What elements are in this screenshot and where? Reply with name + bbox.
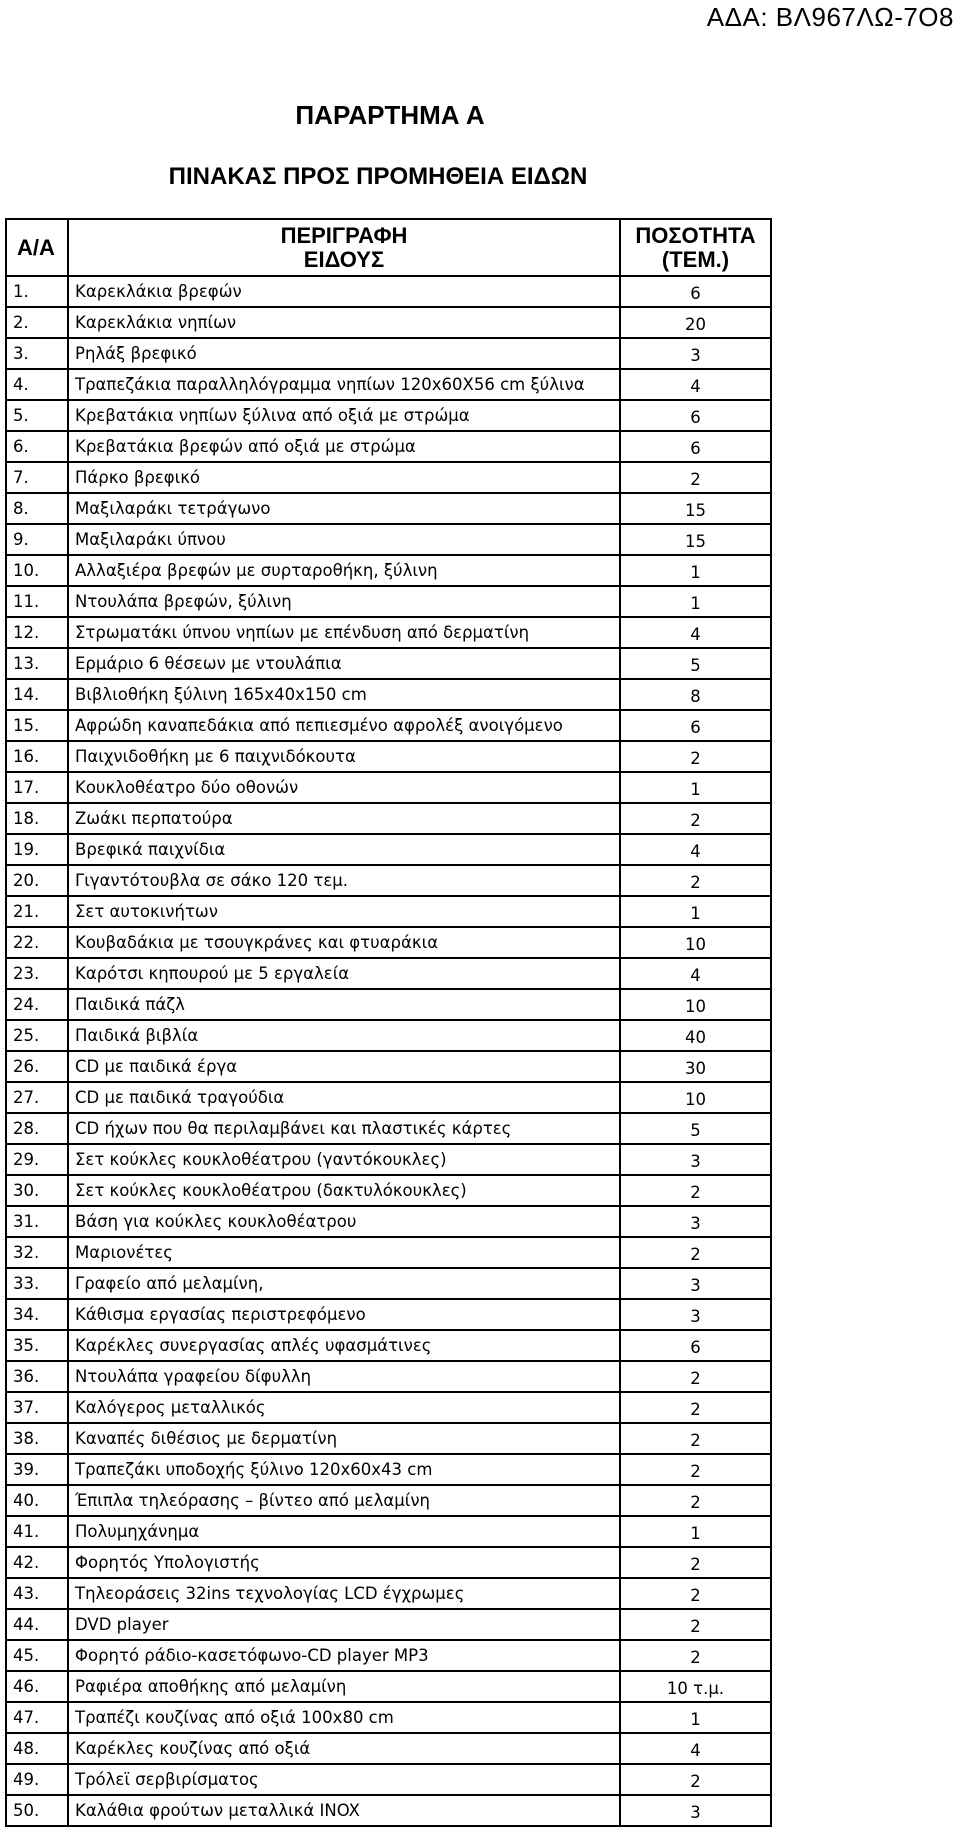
row-quantity: 10 τ.μ. xyxy=(620,1671,771,1702)
row-quantity: 2 xyxy=(620,1578,771,1609)
row-quantity: 1 xyxy=(620,1702,771,1733)
row-description: Φορητός Υπολογιστής xyxy=(68,1547,620,1578)
row-description: Μαριονέτες xyxy=(68,1237,620,1268)
row-description: Παιδικά πάζλ xyxy=(68,989,620,1020)
row-number: 18. xyxy=(6,803,68,834)
row-description: Καρέκλες κουζίνας από οξιά xyxy=(68,1733,620,1764)
table-row xyxy=(6,896,771,927)
row-number: 25. xyxy=(6,1020,68,1051)
row-description: Μαξιλαράκι τετράγωνο xyxy=(68,493,620,524)
row-number: 36. xyxy=(6,1361,68,1392)
row-number: 49. xyxy=(6,1764,68,1795)
row-number: 21. xyxy=(6,896,68,927)
row-quantity: 5 xyxy=(620,648,771,679)
table-row xyxy=(6,1516,771,1547)
row-description: Φορητό ράδιο-κασετόφωνο-CD player MP3 xyxy=(68,1640,620,1671)
table-row xyxy=(6,1609,771,1640)
table-row xyxy=(6,1392,771,1423)
table-header-row xyxy=(6,219,771,276)
table-row xyxy=(6,1082,771,1113)
table-row xyxy=(6,1268,771,1299)
table-row xyxy=(6,1423,771,1454)
row-quantity: 3 xyxy=(620,1268,771,1299)
row-quantity: 4 xyxy=(620,958,771,989)
table-row xyxy=(6,1051,771,1082)
row-description: CD ήχων που θα περιλαμβάνει και πλαστικές κάρτες xyxy=(68,1113,620,1144)
row-number: 35. xyxy=(6,1330,68,1361)
table-row xyxy=(6,1237,771,1268)
row-description: Τηλεοράσεις 32ins τεχνολογίας LCD έγχρωμες xyxy=(68,1578,620,1609)
row-number: 29. xyxy=(6,1144,68,1175)
row-quantity: 6 xyxy=(620,1330,771,1361)
row-description: Τραπέζι κουζίνας από οξιά 100x80 cm xyxy=(68,1702,620,1733)
row-number: 47. xyxy=(6,1702,68,1733)
row-number: 23. xyxy=(6,958,68,989)
row-description: Καναπές διθέσιος με δερματίνη xyxy=(68,1423,620,1454)
row-quantity: 1 xyxy=(620,1516,771,1547)
row-quantity: 3 xyxy=(620,1795,771,1826)
table-row xyxy=(6,1113,771,1144)
row-quantity: 10 xyxy=(620,927,771,958)
column-header-description-text: ΠΕΡΙΓΡΑΦΗ ΕΙΔΟΥΣ xyxy=(280,222,408,272)
row-description: CD με παιδικά τραγούδια xyxy=(68,1082,620,1113)
row-number: 43. xyxy=(6,1578,68,1609)
row-description: Τραπεζάκι υποδοχής ξύλινο 120x60x43 cm xyxy=(68,1454,620,1485)
row-quantity: 20 xyxy=(620,307,771,338)
table-row xyxy=(6,1144,771,1175)
row-number: 5. xyxy=(6,400,68,431)
table-row xyxy=(6,1640,771,1671)
row-number: 1. xyxy=(6,276,68,307)
row-quantity: 1 xyxy=(620,772,771,803)
row-quantity: 10 xyxy=(620,1082,771,1113)
column-header-quantity xyxy=(620,219,771,276)
row-description: Παιδικά βιβλία xyxy=(68,1020,620,1051)
row-quantity: 4 xyxy=(620,834,771,865)
table-row xyxy=(6,648,771,679)
table-row xyxy=(6,834,771,865)
row-number: 24. xyxy=(6,989,68,1020)
row-number: 3. xyxy=(6,338,68,369)
row-number: 34. xyxy=(6,1299,68,1330)
table-row xyxy=(6,338,771,369)
table-row xyxy=(6,307,771,338)
row-number: 30. xyxy=(6,1175,68,1206)
row-number: 7. xyxy=(6,462,68,493)
table-row xyxy=(6,1330,771,1361)
row-number: 44. xyxy=(6,1609,68,1640)
row-number: 16. xyxy=(6,741,68,772)
row-description: Ραφιέρα αποθήκης από μελαμίνη xyxy=(68,1671,620,1702)
row-number: 37. xyxy=(6,1392,68,1423)
row-number: 11. xyxy=(6,586,68,617)
table-row xyxy=(6,1299,771,1330)
row-number: 50. xyxy=(6,1795,68,1826)
row-number: 48. xyxy=(6,1733,68,1764)
table-row xyxy=(6,617,771,648)
row-quantity: 8 xyxy=(620,679,771,710)
row-description: Καλόγερος μεταλλικός xyxy=(68,1392,620,1423)
row-quantity: 2 xyxy=(620,1609,771,1640)
table-row xyxy=(6,1206,771,1237)
row-quantity: 4 xyxy=(620,617,771,648)
row-description: Μαξιλαράκι ύπνου xyxy=(68,524,620,555)
row-number: 4. xyxy=(6,369,68,400)
row-quantity: 10 xyxy=(620,989,771,1020)
table-row xyxy=(6,927,771,958)
row-quantity: 1 xyxy=(620,896,771,927)
table-row xyxy=(6,1175,771,1206)
row-quantity: 2 xyxy=(620,462,771,493)
row-number: 10. xyxy=(6,555,68,586)
row-quantity: 3 xyxy=(620,1206,771,1237)
table-row xyxy=(6,400,771,431)
row-quantity: 3 xyxy=(620,1144,771,1175)
row-description: Βάση για κούκλες κουκλοθέατρου xyxy=(68,1206,620,1237)
row-number: 31. xyxy=(6,1206,68,1237)
table-row xyxy=(6,493,771,524)
table-row xyxy=(6,1733,771,1764)
row-quantity: 1 xyxy=(620,555,771,586)
annex-title: ΠΑΡΑΡΤΗΜΑ Α xyxy=(295,100,485,130)
row-number: 15. xyxy=(6,710,68,741)
row-description: Ντουλάπα γραφείου δίφυλλη xyxy=(68,1361,620,1392)
table-row xyxy=(6,1578,771,1609)
table-row xyxy=(6,1454,771,1485)
row-description: Γιγαντότουβλα σε σάκο 120 τεμ. xyxy=(68,865,620,896)
row-description: Σετ αυτοκινήτων xyxy=(68,896,620,927)
table-row xyxy=(6,741,771,772)
row-number: 40. xyxy=(6,1485,68,1516)
table-row xyxy=(6,555,771,586)
table-title: ΠΙΝΑΚΑΣ ΠΡΟΣ ΠΡΟΜΗΘΕΙΑ ΕΙΔΩΝ xyxy=(168,163,588,190)
row-quantity: 4 xyxy=(620,1733,771,1764)
row-number: 32. xyxy=(6,1237,68,1268)
row-number: 45. xyxy=(6,1640,68,1671)
table-row xyxy=(6,958,771,989)
table-row xyxy=(6,710,771,741)
row-number: 9. xyxy=(6,524,68,555)
row-number: 19. xyxy=(6,834,68,865)
row-description: Τραπεζάκια παραλληλόγραμμα νηπίων 120x60X56 cm ξύλινα xyxy=(68,369,620,400)
row-quantity: 15 xyxy=(620,524,771,555)
row-quantity: 6 xyxy=(620,400,771,431)
column-header-description xyxy=(68,219,620,276)
row-description: Ρηλάξ βρεφικό xyxy=(68,338,620,369)
row-quantity: 6 xyxy=(620,710,771,741)
row-description: Παιχνιδοθήκη με 6 παιχνιδόκουτα xyxy=(68,741,620,772)
row-quantity: 2 xyxy=(620,1237,771,1268)
column-header-number: Α/Α xyxy=(6,219,68,276)
ada-code: ΑΔΑ: ΒΛ967ΛΩ-7Ο8 xyxy=(706,2,954,32)
row-quantity: 3 xyxy=(620,1299,771,1330)
table-row xyxy=(6,462,771,493)
row-number: 20. xyxy=(6,865,68,896)
row-number: 14. xyxy=(6,679,68,710)
row-number: 13. xyxy=(6,648,68,679)
row-quantity: 6 xyxy=(620,431,771,462)
table-row xyxy=(6,1361,771,1392)
row-description: Αλλαξιέρα βρεφών με συρταροθήκη, ξύλινη xyxy=(68,555,620,586)
row-description: Ερμάριο 6 θέσεων με ντουλάπια xyxy=(68,648,620,679)
row-number: 26. xyxy=(6,1051,68,1082)
row-number: 38. xyxy=(6,1423,68,1454)
row-quantity: 2 xyxy=(620,1392,771,1423)
table-row xyxy=(6,679,771,710)
row-description: Κουκλοθέατρο δύο οθονών xyxy=(68,772,620,803)
row-description: Καλάθια φρούτων μεταλλικά INOX xyxy=(68,1795,620,1826)
row-quantity: 40 xyxy=(620,1020,771,1051)
row-number: 28. xyxy=(6,1113,68,1144)
row-description: Κρεβατάκια βρεφών από οξιά με στρώμα xyxy=(68,431,620,462)
row-quantity: 15 xyxy=(620,493,771,524)
row-quantity: 2 xyxy=(620,865,771,896)
row-description: Καρότσι κηπουρού με 5 εργαλεία xyxy=(68,958,620,989)
table-row xyxy=(6,1485,771,1516)
table-row xyxy=(6,1671,771,1702)
table-row xyxy=(6,772,771,803)
row-number: 12. xyxy=(6,617,68,648)
table-row xyxy=(6,524,771,555)
table-row xyxy=(6,1020,771,1051)
row-number: 46. xyxy=(6,1671,68,1702)
row-number: 42. xyxy=(6,1547,68,1578)
table-row xyxy=(6,431,771,462)
row-description: CD με παιδικά έργα xyxy=(68,1051,620,1082)
row-quantity: 30 xyxy=(620,1051,771,1082)
items-table xyxy=(5,218,772,1827)
table-row xyxy=(6,1547,771,1578)
row-quantity: 2 xyxy=(620,1640,771,1671)
row-description: Κάθισμα εργασίας περιστρεφόμενο xyxy=(68,1299,620,1330)
table-row xyxy=(6,1795,771,1826)
row-quantity: 2 xyxy=(620,741,771,772)
table-row xyxy=(6,865,771,896)
row-description: DVD player xyxy=(68,1609,620,1640)
table-row xyxy=(6,369,771,400)
row-quantity: 2 xyxy=(620,1175,771,1206)
row-description: Έπιπλα τηλεόρασης – βίντεο από μελαμίνη xyxy=(68,1485,620,1516)
table-row xyxy=(6,1702,771,1733)
row-description: Κρεβατάκια νηπίων ξύλινα από οξιά με στρώμα xyxy=(68,400,620,431)
row-quantity: 5 xyxy=(620,1113,771,1144)
row-number: 17. xyxy=(6,772,68,803)
row-number: 8. xyxy=(6,493,68,524)
row-description: Αφρώδη καναπεδάκια από πεπιεσμένο αφρολέξ ανοιγόμενο xyxy=(68,710,620,741)
row-number: 33. xyxy=(6,1268,68,1299)
row-description: Σετ κούκλες κουκλοθέατρου (δακτυλόκουκλες) xyxy=(68,1175,620,1206)
table-row xyxy=(6,989,771,1020)
row-quantity: 2 xyxy=(620,1764,771,1795)
row-quantity: 2 xyxy=(620,1423,771,1454)
row-description: Κουβαδάκια με τσουγκράνες και φτυαράκια xyxy=(68,927,620,958)
row-description: Τρόλεϊ σερβιρίσματος xyxy=(68,1764,620,1795)
row-description: Ζωάκι περπατούρα xyxy=(68,803,620,834)
row-description: Βιβλιοθήκη ξύλινη 165x40x150 cm xyxy=(68,679,620,710)
row-quantity: 2 xyxy=(620,1485,771,1516)
table-row xyxy=(6,1764,771,1795)
table-row xyxy=(6,803,771,834)
row-description: Καρεκλάκια νηπίων xyxy=(68,307,620,338)
row-quantity: 3 xyxy=(620,338,771,369)
row-description: Ντουλάπα βρεφών, ξύλινη xyxy=(68,586,620,617)
row-description: Γραφείο από μελαμίνη, xyxy=(68,1268,620,1299)
row-description: Πολυμηχάνημα xyxy=(68,1516,620,1547)
row-number: 27. xyxy=(6,1082,68,1113)
row-number: 39. xyxy=(6,1454,68,1485)
table-row xyxy=(6,586,771,617)
row-number: 6. xyxy=(6,431,68,462)
row-number: 22. xyxy=(6,927,68,958)
row-description: Στρωματάκι ύπνου νηπίων με επένδυση από δερματίνη xyxy=(68,617,620,648)
row-quantity: 4 xyxy=(620,369,771,400)
row-quantity: 2 xyxy=(620,1361,771,1392)
row-quantity: 2 xyxy=(620,1547,771,1578)
column-header-quantity-text: ΠΟΣΟΤΗΤΑ (ΤΕΜ.) xyxy=(635,222,756,272)
row-quantity: 1 xyxy=(620,586,771,617)
row-quantity: 2 xyxy=(620,1454,771,1485)
row-description: Καρέκλες συνεργασίας απλές υφασμάτινες xyxy=(68,1330,620,1361)
table-row xyxy=(6,276,771,307)
row-description: Πάρκο βρεφικό xyxy=(68,462,620,493)
row-quantity: 6 xyxy=(620,276,771,307)
row-number: 41. xyxy=(6,1516,68,1547)
row-description: Καρεκλάκια βρεφών xyxy=(68,276,620,307)
row-description: Σετ κούκλες κουκλοθέατρου (γαντόκουκλες) xyxy=(68,1144,620,1175)
row-quantity: 2 xyxy=(620,803,771,834)
row-number: 2. xyxy=(6,307,68,338)
row-description: Βρεφικά παιχνίδια xyxy=(68,834,620,865)
